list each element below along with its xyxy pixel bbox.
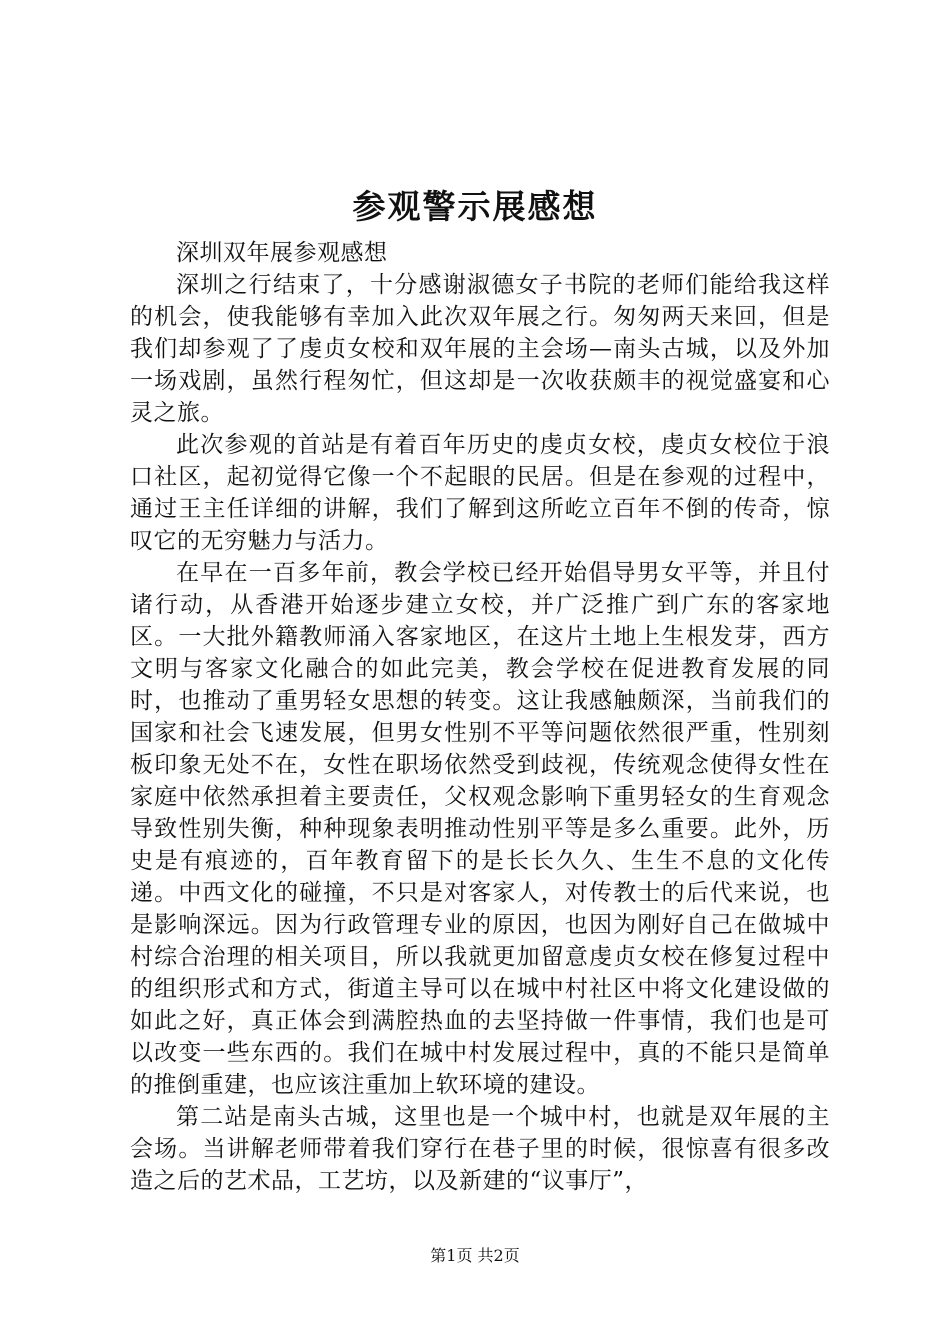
document-body <box>130 237 830 1197</box>
paragraph: 在早在一百多年前，教会学校已经开始倡导男女平等，并且付诸行动，从香港开始逐步建立女校，并广泛推广到广东的客家地区。一大批外籍教师涌入客家地区，在这片土地上生根发芽，西方文明与客家文化融合的如此完美，教会学校在促进教育发展的同时，也推动了重男轻女思想的转变。这让我感触颇深，当前我们的国家和社会飞速发展，但男女性别不平等问题依然很严重，性别刻板印象无处不在，女性在职场依然受到歧视，传统观念使得女性在家庭中依然承担着主要责任，父权观念影响下重男轻女的生育观念导致性别失衡，种种现象表明推动性别平等是多么重要。此外，历史是有痕迹的，百年教育留下的是长长久久、生生不息的文化传递。中西文化的碰撞，不只是对客家人，对传教士的后代来说，也是影响深远。因为行政管理专业的原因，也因为刚好自己在做城中村综合治理的相关项目，所以我就更加留意虔贞女校在修复过程中的组织形式和方式，街道主导可以在城中村社区中将文化建设做的如此之好，真正体会到满腔热血的去坚持做一件事情，我们也是可以改变一些东西的。我们在城中村发展过程中，真的不能只是简单的推倒重建，也应该注重加上软环境的建设。 <box>130 560 830 1098</box>
paragraph: 此次参观的首站是有着百年历史的虔贞女校，虔贞女校位于浪口社区，起初觉得它像一个不起眼的民居。但是在参观的过程中，通过王主任详细的讲解，我们了解到这所屹立百年不倒的传奇，惊叹它的无穷魅力与活力。 <box>130 432 830 554</box>
paragraph: 深圳之行结束了，十分感谢淑德女子书院的老师们能给我这样的机会，使我能够有幸加入此次双年展之行。匆匆两天来回，但是我们却参观了了虔贞女校和双年展的主会场—南头古城，以及外加一场戏剧，虽然行程匆忙，但这却是一次收获颇丰的视觉盛宴和心灵之旅。 <box>130 272 830 426</box>
document-title: 参观警示展感想 <box>352 187 598 226</box>
page-footer: 第1页 共2页 <box>430 1246 520 1265</box>
subtitle-line: 深圳双年展参观感想 <box>176 240 388 266</box>
paragraph: 第二站是南头古城，这里也是一个城中村，也就是双年展的主会场。当讲解老师带着我们穿行在巷子里的时候，很惊喜有很多改造之后的艺术品，工艺坊，以及新建的“议事厅”， <box>130 1104 830 1194</box>
